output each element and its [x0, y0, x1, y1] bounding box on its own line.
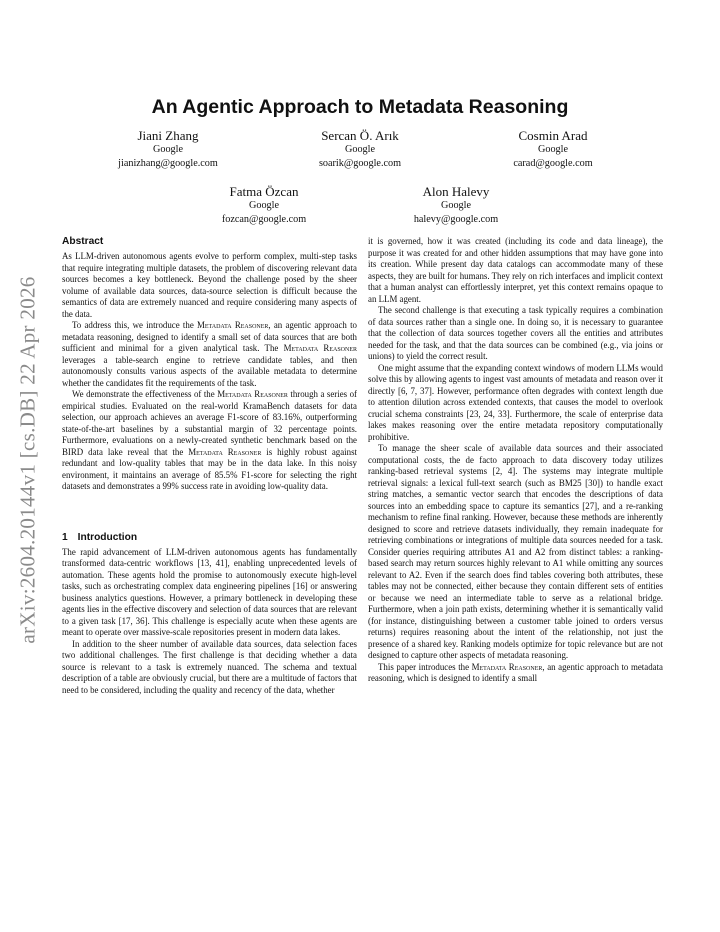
author-name: Fatma Özcan: [229, 184, 299, 199]
author-email: soarik@google.com: [318, 158, 402, 169]
author-email: jianizhang@google.com: [118, 158, 218, 169]
arxiv-sidebar-stamp: [8, 250, 48, 670]
section-heading: [62, 531, 357, 544]
intro-paragraph: The rapid advancement of LLM-driven autonomous agents has fundamentally transformed data-centric workflows [13, 41], enabling unprecedented levels of automation. These agents hold the promise to autonomously execute high-level tasks, such as orchestrating complex data engineering pipelines [16] or answering business analytics questions. However, a primary bottleneck in developing these agents lies in the effective discovery and selection of data sources that are relevant to a given task [17, 36]. This challenge is especially acute when these agents are meant to operate over massive-scale repositories present in modern data lakes.: [62, 546, 357, 637]
author-affiliation: Google: [441, 200, 471, 211]
body-paragraph: To manage the sheer scale of available data sources and their associated computational costs, the de facto approach to data discovery today utilizes ranking-based retrieval systems [2, 4]. The systems may integrate multiple retrieval signals: a lexical full-text search (such as BM25 [30]) to handle exact string matches, a semantic vector search that encodes the descriptions of data sources into an embedding space to capture its semantics [27], and a re-ranking mechanism to refine final ranking. However, because these methods are inherently designed to score and retrieve datasets individually, they remain inadequate for retrieving combinations or integrations of multiple data sources needed for a task. Consider queries requiring attributes A1 and A2 from distinct tables: a ranking-based search may return sources highly relevant to A1 while omitting any sources relevant to A2. Even if the search does find tables covering both attributes, these tables may not be connected, either because they contain different sets of entities or because we need an intermediate table to serve as a relational bridge. Furthermore, when a join path exists, determining whether it is semantically valid (for instance, distinguishing between a customer table joined to orders versus returns) requires reasoning about the intent of the relationship, not just the presence of a shared key. Ranking models optimize for topic relevance but are not designed to capture other aspects of metadata reasoning.: [368, 443, 663, 660]
author-name: Alon Halevy: [422, 184, 490, 199]
left-column: [62, 235, 357, 696]
abstract-paragraph: We demonstrate the effectiveness of the Metadata Reasoner through a series of empirical studies. Evaluated on the real-world KramaBench datasets for data selection, our approach achieves an average F1-score of 83.16%, outperforming state-of-the-art baselines by a substantial margin of 32 percentage points. Furthermore, evaluations on a newly-created synthetic benchmark based on the BIRD data lake reveal that the Metadata Reasoner is highly robust against redundant and low-quality tables that may be in the data lake. In this noisy environment, it maintains an average of 85.5% F1-score for selecting the right datasets and demonstrates a 99% success rate in avoiding low-quality data.: [62, 389, 358, 491]
paper-title: An Agentic Approach to Metadata Reasoning: [151, 96, 569, 118]
body-paragraph: it is governed, how it was created (including its code and data lineage), the purpose it was created for and other hidden assumptions that may have gone into its creation. While present day data catalogs can accommodate many of these aspects, they are built for humans. They rely on rich interfaces and implicit context that a human analyst can effortlessly interpret, yet this context remains opaque to an LLM agent.: [368, 236, 663, 304]
body-paragraph: The second challenge is that executing a task typically requires a combination of data sources rather than a single one. In doing so, it is necessary to guarantee that the collection of data sources together covers all the entities and attributes needed for the task, and that the data sources can be combined (e.g., via joins or unions) to yield the correct result.: [368, 305, 663, 361]
author-email: halevy@google.com: [413, 214, 499, 225]
author-affiliation: Google: [538, 144, 568, 155]
author-name: Sercan Ö. Arık: [321, 128, 399, 143]
author-name: Jiani Zhang: [137, 128, 199, 143]
abstract-paragraph: To address this, we introduce the Metadata Reasoner, an agentic approach to metadata reasoning, designed to identify a small set of data sources that are both sufficient and minimal for a given analytical task. The Metadata Reasoner leverages a table-search engine to retrieve candidate tables, and then autonomously consults various aspects of the available metadata to determine whether the candidates fit the requirements of the task.: [62, 320, 357, 388]
author-affiliation: Google: [153, 144, 183, 155]
abstract-paragraph: As LLM-driven autonomous agents evolve to perform complex, multi-step tasks that require integrating multiple datasets, the problem of discovering relevant data sources becomes a key bottleneck. Beyond the challenge posed by the sheer volume of available data sources, data-source selection is difficult because the semantics of data are extremely nuanced and require considering many aspects of the data.: [62, 251, 357, 319]
abstract-heading: Abstract: [62, 236, 104, 247]
author-email: carad@google.com: [513, 158, 593, 169]
arxiv-id: arXiv:2604.20144v1 [cs.DB] 22 Apr 2026: [15, 276, 40, 644]
author-block: [346, 185, 566, 227]
body-paragraph: This paper introduces the Metadata Reasoner, an agentic approach to metadata reasoning, which is designed to identify a small: [368, 661, 663, 683]
section-title: Introduction: [77, 531, 138, 543]
author-block: [250, 129, 470, 171]
section-number: 1: [62, 531, 68, 543]
author-email: fozcan@google.com: [221, 214, 307, 225]
author-block: [58, 129, 278, 171]
intro-paragraph: In addition to the sheer number of available data sources, data selection faces two additional challenges. The first challenge is that deciding whether a data source is relevant to a task is extremely nuanced. The schema and textual description of a table are obviously crucial, but there are a multitude of factors that need to be considered, including the quality and recency of the data, whether: [62, 638, 357, 695]
body-paragraph: One might assume that the expanding context windows of modern LLMs would solve this by allowing agents to ingest vast amounts of metadata and reason over it directly [6, 7, 37]. However, performance often degrades with context length due to attention dilution across extended contexts, that causes the model to overlook crucial schema constraints [23, 24, 33]. Furthermore, the scale of enterprise data lakes makes reasoning over the entire metadata repository computationally prohibitive.: [368, 362, 663, 442]
author-block: [443, 129, 663, 171]
author-affiliation: Google: [249, 200, 279, 211]
author-block: [154, 185, 374, 227]
author-name: Cosmin Arad: [518, 128, 588, 143]
author-affiliation: Google: [345, 144, 375, 155]
right-column: [368, 236, 663, 685]
